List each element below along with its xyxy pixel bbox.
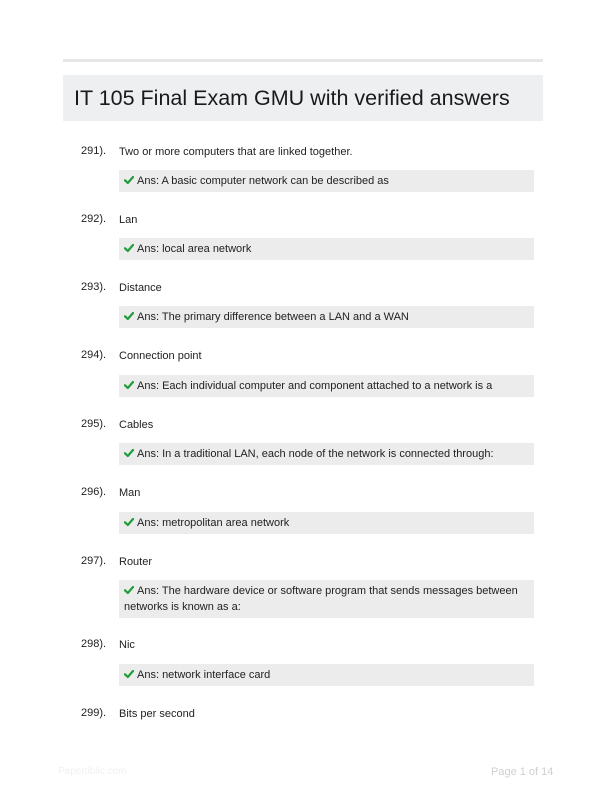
question-text: Connection point xyxy=(119,350,202,362)
checkmark-icon xyxy=(124,669,134,679)
checkmark-icon xyxy=(124,243,134,253)
answer-text: Ans: A basic computer network can be described as xyxy=(137,175,389,187)
checkmark-icon xyxy=(124,311,134,321)
question-number: 296). xyxy=(81,486,107,498)
answer-box xyxy=(119,443,534,465)
question-number: 297). xyxy=(81,555,107,567)
question-number: 291). xyxy=(81,145,107,157)
checkmark-icon xyxy=(124,517,134,527)
checkmark-icon xyxy=(124,380,134,390)
answer-text: Ans: The primary difference between a LAN and a WAN xyxy=(137,311,409,323)
answer-text: Ans: Each individual computer and component attached to a network is a xyxy=(137,380,493,392)
document-title: IT 105 Final Exam GMU with verified answers xyxy=(74,86,510,110)
answer-box xyxy=(119,375,534,397)
question-text: Lan xyxy=(119,214,138,226)
question-text: Two or more computers that are linked together. xyxy=(119,146,353,158)
question-text: Cables xyxy=(119,419,154,431)
answer-text: Ans: In a traditional LAN, each node of the network is connected through: xyxy=(137,448,494,460)
question-number: 293). xyxy=(81,281,107,293)
answer-text: Ans: metropolitan area network xyxy=(137,517,290,529)
answer-box xyxy=(119,664,534,686)
checkmark-icon xyxy=(124,175,134,185)
answer-text: Ans: network interface card xyxy=(137,669,271,681)
page-number: Page 1 of 14 xyxy=(491,766,554,778)
answer-box xyxy=(119,170,534,192)
question-number: 299). xyxy=(81,707,107,719)
answer-box xyxy=(119,238,534,260)
answer-box xyxy=(119,306,534,328)
footer-site: Papertiblic.com xyxy=(58,766,127,777)
answer-text: Ans: The hardware device or software program that sends messages between networks is known as a: xyxy=(124,585,518,613)
question-number: 294). xyxy=(81,349,107,361)
answer-box xyxy=(119,512,534,534)
question-number: 298). xyxy=(81,638,107,650)
top-divider xyxy=(63,59,543,62)
question-text: Bits per second xyxy=(119,708,195,720)
question-text: Nic xyxy=(119,639,135,651)
question-text: Distance xyxy=(119,282,162,294)
question-text: Man xyxy=(119,487,141,499)
title-banner xyxy=(63,75,543,121)
answer-text: Ans: local area network xyxy=(137,243,252,255)
question-number: 295). xyxy=(81,418,107,430)
answer-box xyxy=(119,580,534,618)
checkmark-icon xyxy=(124,448,134,458)
checkmark-icon xyxy=(124,585,134,595)
question-text: Router xyxy=(119,556,153,568)
question-number: 292). xyxy=(81,213,107,225)
